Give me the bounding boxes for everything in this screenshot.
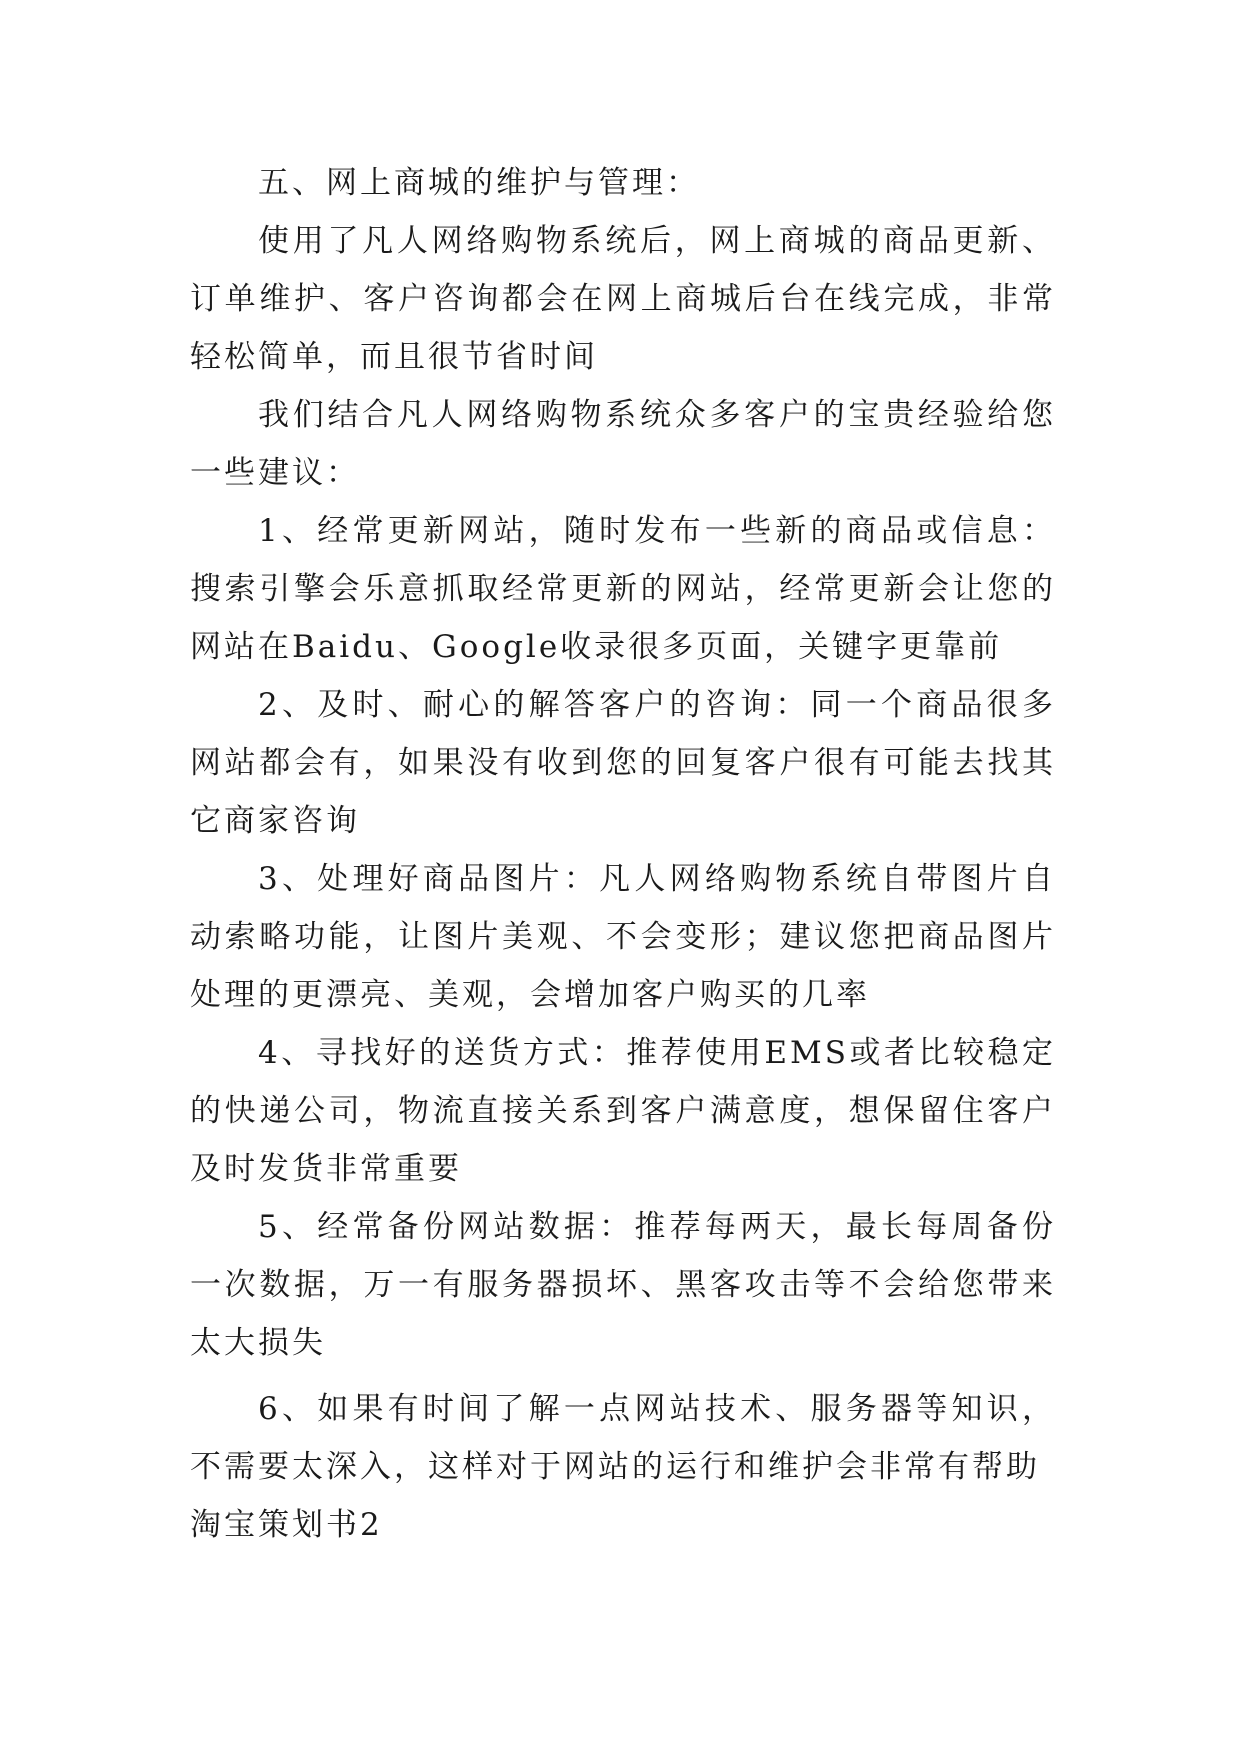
tip-item-4: 4、寻找好的送货方式：推荐使用EMS或者比较稳定的快递公司，物流直接关系到客户满意度，想保留住客户及时发货非常重要 xyxy=(190,1035,1056,1187)
document-body xyxy=(190,154,1056,1554)
lead-paragraph: 我们结合凡人网络购物系统众多客户的宝贵经验给您一些建议： xyxy=(190,397,1056,491)
section-heading: 五、网上商城的维护与管理： xyxy=(258,165,700,201)
tip-item-6: 6、如果有时间了解一点网站技术、服务器等知识，不需要太深入，这样对于网站的运行和维护会非常有帮助 xyxy=(190,1391,1056,1485)
tip-item-5: 5、经常备份网站数据：推荐每两天，最长每周备份一次数据，万一有服务器损坏、黑客攻击等不会给您带来太大损失 xyxy=(190,1209,1056,1361)
tip-item-3: 3、处理好商品图片：凡人网络购物系统自带图片自动索略功能，让图片美观、不会变形；建议您把商品图片处理的更漂亮、美观，会增加客户购买的几率 xyxy=(190,861,1056,1013)
next-section-title: 淘宝策划书2 xyxy=(190,1507,383,1543)
tip-item-2: 2、及时、耐心的解答客户的咨询：同一个商品很多网站都会有，如果没有收到您的回复客户很有可能去找其它商家咨询 xyxy=(190,687,1056,839)
tip-item-1: 1、经常更新网站，随时发布一些新的商品或信息：搜索引擎会乐意抓取经常更新的网站，经常更新会让您的网站在Baidu、Google收录很多页面，关键字更靠前 xyxy=(190,513,1056,665)
intro-paragraph: 使用了凡人网络购物系统后，网上商城的商品更新、订单维护、客户咨询都会在网上商城后台在线完成，非常轻松简单，而且很节省时间 xyxy=(190,223,1056,375)
